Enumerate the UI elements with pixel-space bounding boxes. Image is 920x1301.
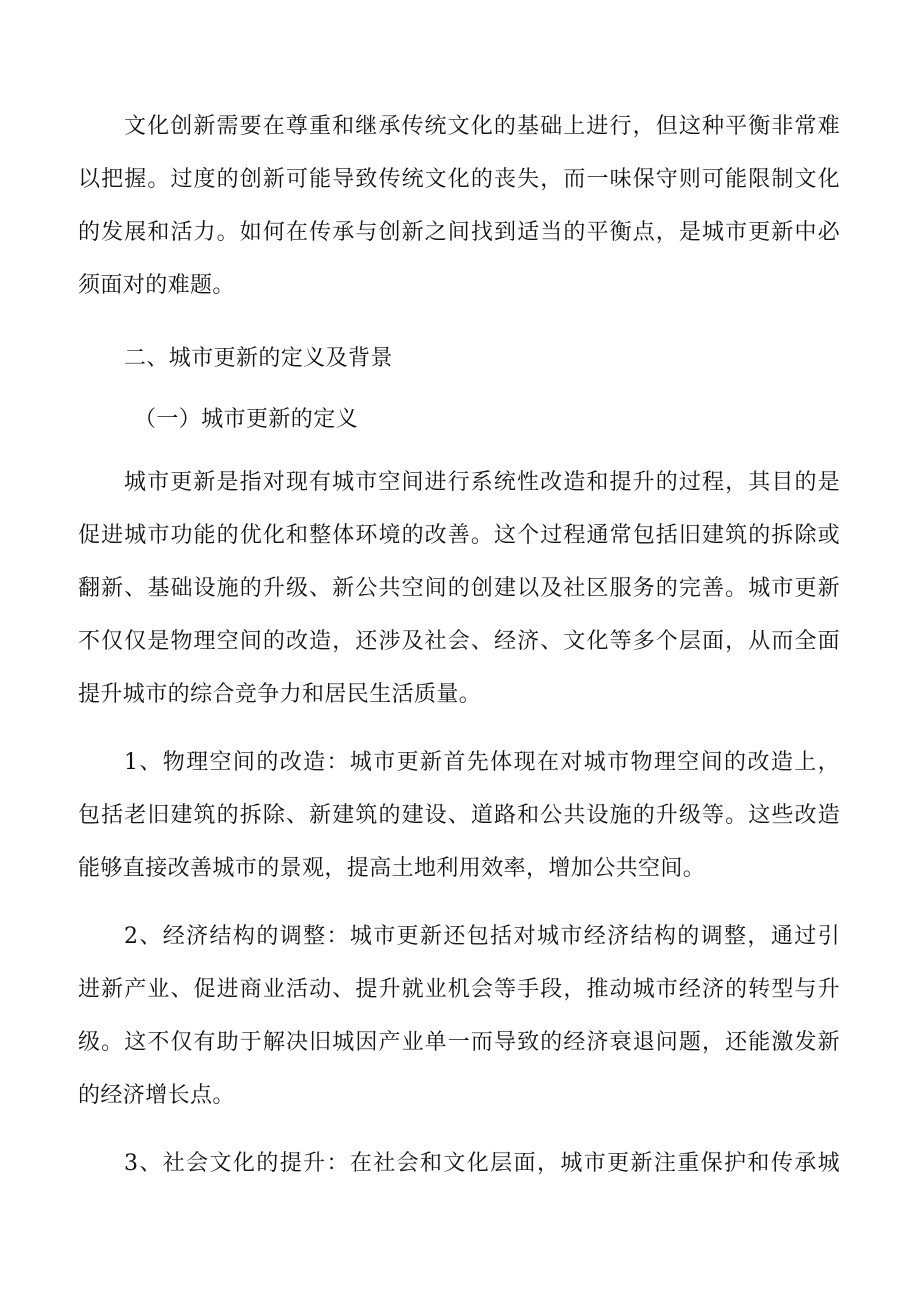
- paragraph-4-line-4: 的经济增长点。: [78, 1083, 235, 1108]
- paragraph-1-line-1: 文化创新需要在尊重和继承传统文化的基础上进行，但这种平衡非常难: [124, 114, 840, 139]
- paragraph-2-line-3: 翻新、基础设施的升级、新公共空间的创建以及社区服务的完善。城市更新: [78, 576, 840, 601]
- paragraph-1-line-4: 须面对的难题。: [78, 273, 235, 298]
- paragraph-2-line-5: 提升城市的综合竞争力和居民生活质量。: [78, 682, 482, 707]
- paragraph-3-line-2: 包括老旧建筑的拆除、新建筑的建设、道路和公共设施的升级等。这些改造: [78, 803, 840, 828]
- paragraph-4-line-2: 进新产业、促进商业活动、提升就业机会等手段，推动城市经济的转型与升: [78, 977, 840, 1002]
- paragraph-1-line-2: 以把握。过度的创新可能导致传统文化的丧失，而一味保守则可能限制文化: [78, 167, 840, 192]
- paragraph-1-line-3: 的发展和活力。如何在传承与创新之间找到适当的平衡点，是城市更新中必: [78, 220, 840, 245]
- paragraph-3-line-3: 能够直接改善城市的景观，提高土地利用效率，增加公共空间。: [78, 856, 706, 881]
- subsection-heading: （一）城市更新的定义: [134, 407, 359, 432]
- paragraph-2-line-1: 城市更新是指对现有城市空间进行系统性改造和提升的过程，其目的是: [124, 470, 840, 495]
- paragraph-4-line-1: 2、经济结构的调整：城市更新还包括对城市经济结构的调整，通过引: [124, 924, 840, 949]
- paragraph-2-line-2: 促进城市功能的优化和整体环境的改善。这个过程通常包括旧建筑的拆除或: [78, 523, 840, 548]
- paragraph-3-line-1: 1、物理空间的改造：城市更新首先体现在对城市物理空间的改造上，: [124, 750, 840, 775]
- paragraph-4-line-3: 级。这不仅有助于解决旧城因产业单一而导致的经济衰退问题，还能激发新: [78, 1030, 840, 1055]
- section-heading: 二、城市更新的定义及背景: [124, 346, 393, 371]
- paragraph-2-line-4: 不仅仅是物理空间的改造，还涉及社会、经济、文化等多个层面，从而全面: [78, 629, 840, 654]
- paragraph-5-line-1: 3、社会文化的提升：在社会和文化层面，城市更新注重保护和传承城: [124, 1151, 840, 1176]
